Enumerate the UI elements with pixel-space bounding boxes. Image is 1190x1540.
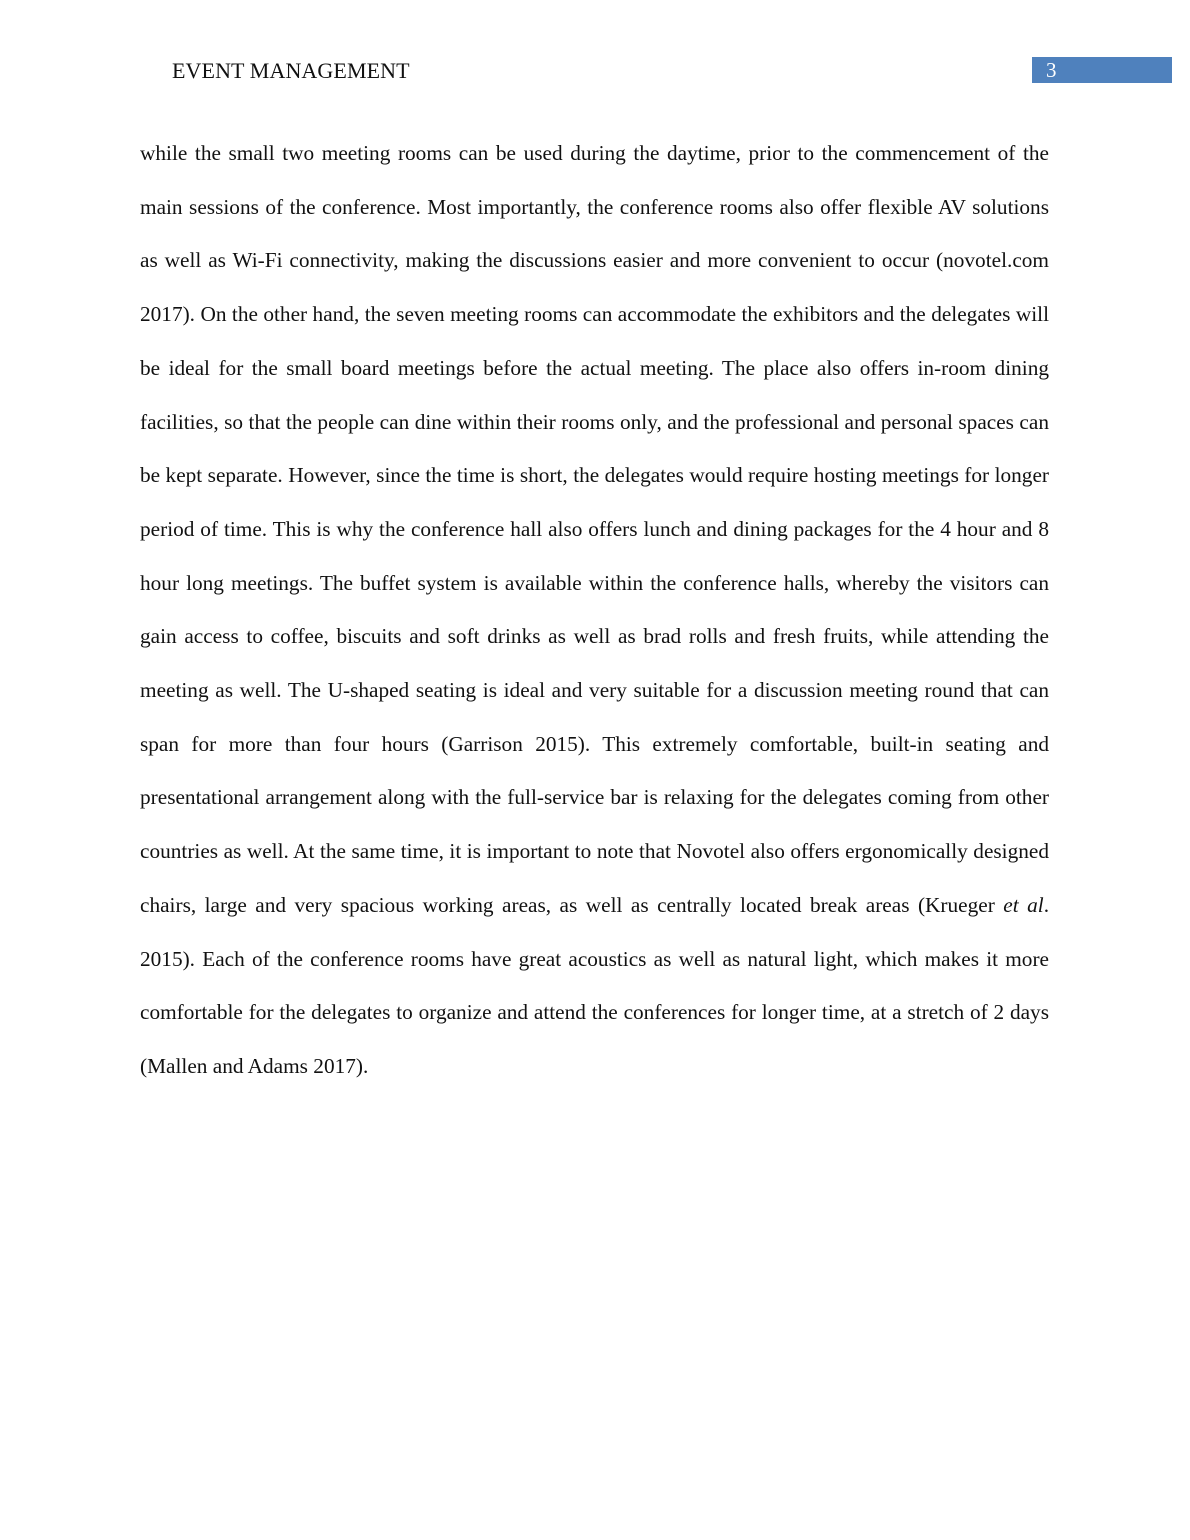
paragraph-italic-et-al: et al	[1003, 892, 1044, 917]
page-number: 3	[1046, 58, 1057, 82]
body-paragraph	[140, 127, 1049, 1094]
header-title: EVENT MANAGEMENT	[172, 58, 410, 83]
paragraph-text-part2: . 2015). Each of the conference rooms have great acoustics as well as natural light, which makes it more comfortable for the delegates to organize and attend the conferences for longer time, at a stretch of 2 days (Mallen and Adams 2017).	[140, 892, 1050, 1078]
paragraph-text-part1: while the small two meeting rooms can be used during the daytime, prior to the commencement of the main sessions of the conference. Most importantly, the conference rooms also offer flexible AV solutions as well as Wi-Fi connectivity, making the discussions easier and more convenient to occur (novotel.com 2017). On the other hand, the seven meeting rooms can accommodate the exhibitors and the delegates will be ideal for the small board meetings before the actual meeting. The place also offers in-room dining facilities, so that the people can dine within their rooms only, and the professional and personal spaces can be kept separate. However, since the time is short, the delegates would require hosting meetings for longer period of time. This is why the conference hall also offers lunch and dining packages for the 4 hour and 8 hour long meetings. The buffet system is available within the conference halls, whereby the visitors can gain access to coffee, biscuits and soft drinks as well as brad rolls and fresh fruits, while attending the meeting as well. The U-shaped seating is ideal and very suitable for a discussion meeting round that can span for more than four hours (Garrison 2015). This extremely comfortable, built-in seating and presentational arrangement along with the full-service bar is relaxing for the delegates coming from other countries as well. At the same time, it is important to note that Novotel also offers ergonomically designed chairs, large and very spacious working areas, as well as centrally located break areas (Krueger	[140, 141, 1049, 917]
page-number-bar	[1032, 57, 1172, 83]
